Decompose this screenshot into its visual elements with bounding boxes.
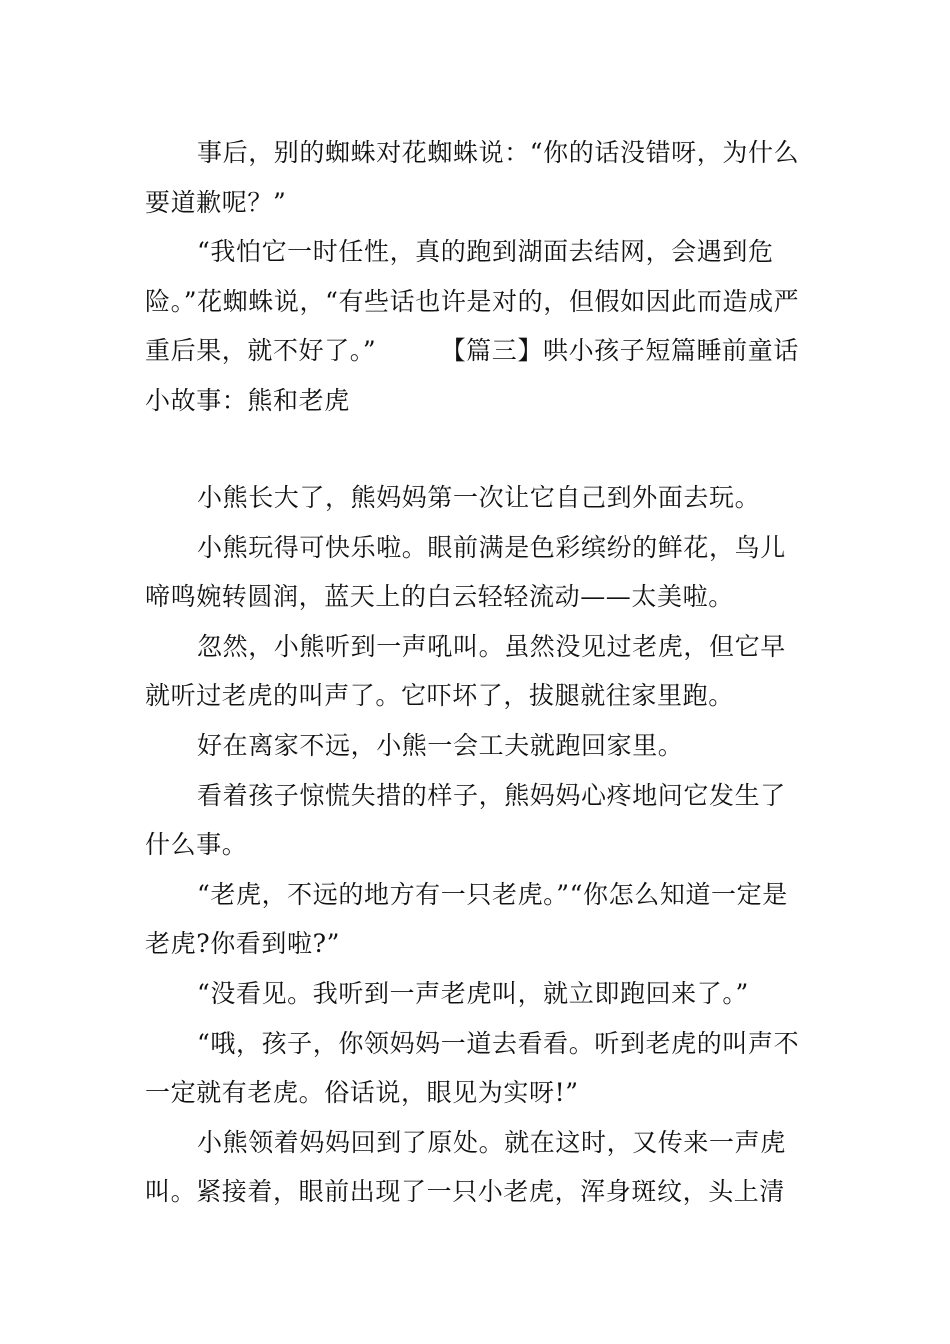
paragraph: “哦，孩子，你领妈妈一道去看看。听到老虎的叫声不一定就有老虎。俗话说，眼见为实呀!” (145, 1028, 800, 1108)
paragraph: “老虎，不远的地方有一只老虎。”“你怎么知道一定是老虎?你看到啦?” (145, 879, 788, 959)
paragraph: “我怕它一时任性，真的跑到湖面去结网，会遇到危险。”花蜘蛛说，“有些话也许是对的，但假如因此而造成严重后果，就不好了。” 【篇三】哄小孩子短篇睡前童话小故事：熊和老虎 (145, 237, 800, 415)
paragraph: 忽然，小熊听到一声吼叫。虽然没见过老虎，但它早就听过老虎的叫声了。它吓坏了，拔腿就往家里跑。 (145, 631, 786, 711)
paragraph: 看着孩子惊慌失措的样子，熊妈妈心疼地问它发生了什么事。 (145, 780, 786, 860)
story-text-section (145, 473, 805, 1217)
top-text-section (145, 128, 805, 426)
paragraph: 小熊长大了，熊妈妈第一次让它自己到外面去玩。 (197, 483, 761, 512)
paragraph: “没看见。我听到一声老虎叫，就立即跑回来了。” (197, 978, 749, 1008)
paragraph: 小熊领着妈妈回到了原处。就在这时，又传来一声虎叫。紧接着，眼前出现了一只小老虎，浑身斑纹，头上清 (145, 1127, 786, 1207)
paragraph: 事后，别的蜘蛛对花蜘蛛说：“你的话没错呀，为什么要道歉呢？” (145, 138, 800, 217)
paragraph: 小熊玩得可快乐啦。眼前满是色彩缤纷的鲜花，鸟儿啼鸣婉转圆润，蓝天上的白云轻轻流动——太美啦。 (145, 532, 786, 612)
paragraph: 好在离家不远，小熊一会工夫就跑回家里。 (197, 730, 684, 760)
